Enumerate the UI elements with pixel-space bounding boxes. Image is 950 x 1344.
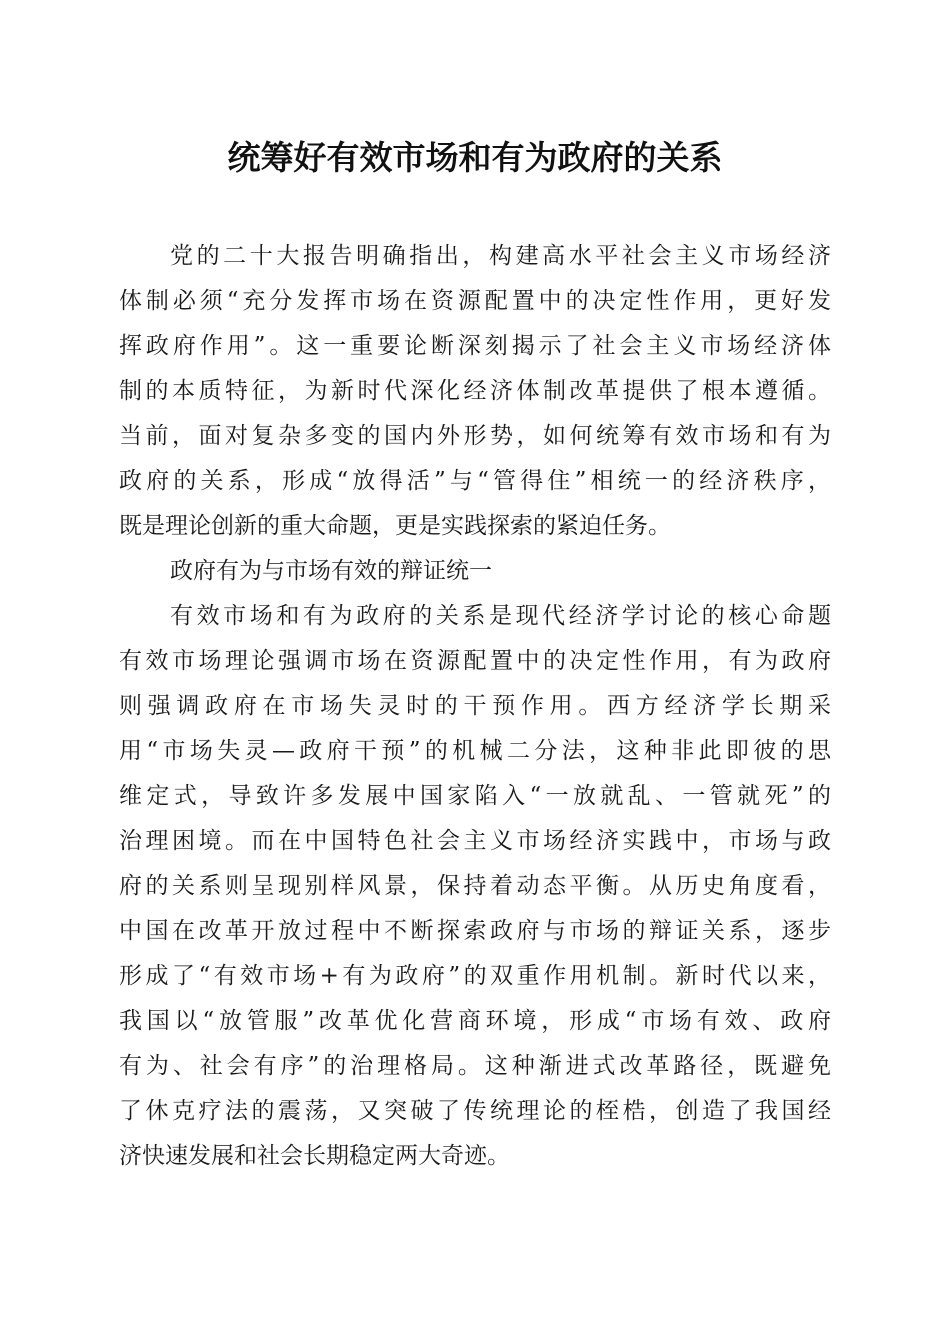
paragraph-1 xyxy=(119,234,831,549)
paragraph-line: 制的本质特征，为新时代深化经济体制改革提供了根本遵循。 xyxy=(119,378,831,404)
paragraph-line: 我国以“放管服”改革优化营商环境，形成“市场有效、政府 xyxy=(119,1008,831,1034)
paragraph-line: 了休克疗法的震荡，又突破了传统理论的桎梏，创造了我国经 xyxy=(119,1098,831,1124)
document-body xyxy=(119,234,831,1179)
paragraph-line: 中国在改革开放过程中不断探索政府与市场的辩证关系，逐步 xyxy=(119,918,831,944)
paragraph-line: 党的二十大报告明确指出，构建高水平社会主义市场经济 xyxy=(170,243,831,269)
paragraph-line: 有为、社会有序”的治理格局。这种渐进式改革路径，既避免 xyxy=(119,1053,831,1079)
paragraph-line: 当前，面对复杂多变的国内外形势，如何统筹有效市场和有为 xyxy=(119,423,831,449)
paragraph-line: 维定式，导致许多发展中国家陷入“一放就乱、一管就死”的 xyxy=(119,783,831,809)
paragraph-line: 形成了“有效市场+有为政府”的双重作用机制。新时代以来， xyxy=(119,963,831,989)
paragraph-line: 政府的关系，形成“放得活”与“管得住”相统一的经济秩序， xyxy=(119,468,831,494)
paragraph-2 xyxy=(119,594,831,1179)
paragraph-line: 治理困境。而在中国特色社会主义市场经济实践中，市场与政 xyxy=(119,828,831,854)
section-heading: 政府有为与市场有效的辩证统一 xyxy=(170,558,492,584)
paragraph-line: 用“市场失灵—政府干预”的机械二分法，这种非此即彼的思 xyxy=(119,738,831,764)
paragraph-line: 则强调政府在市场失灵时的干预作用。西方经济学长期采 xyxy=(119,693,831,719)
paragraph-line: 体制必须“充分发挥市场在资源配置中的决定性作用，更好发 xyxy=(119,288,831,314)
paragraph-line: 有效市场和有为政府的关系是现代经济学讨论的核心命题 xyxy=(170,603,831,629)
paragraph-line: 既是理论创新的重大命题，更是实践探索的紧迫任务。 xyxy=(119,513,671,539)
paragraph-line: 挥政府作用”。这一重要论断深刻揭示了社会主义市场经济体 xyxy=(119,333,831,359)
paragraph-line: 府的关系则呈现别样风景，保持着动态平衡。从历史角度看， xyxy=(119,873,831,899)
paragraph-line: 济快速发展和社会长期稳定两大奇迹。 xyxy=(119,1143,510,1169)
document-title: 统筹好有效市场和有为政府的关系 xyxy=(227,138,723,177)
paragraph-line: 有效市场理论强调市场在资源配置中的决定性作用，有为政府 xyxy=(119,648,831,674)
